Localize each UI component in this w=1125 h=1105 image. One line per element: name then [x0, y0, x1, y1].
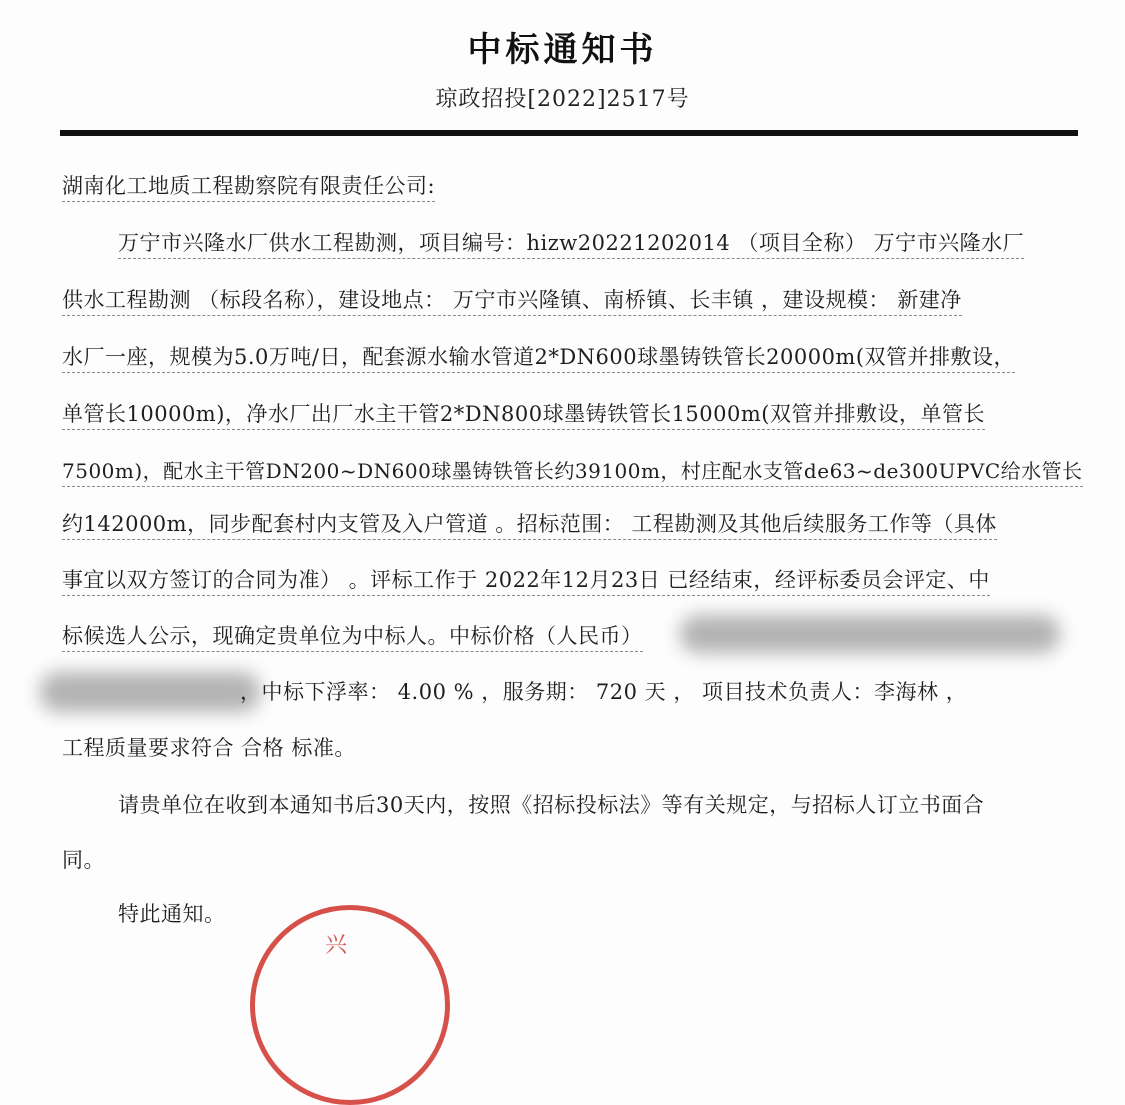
- document-number: 琼政招投[2022]2517号: [435, 87, 690, 112]
- body-line: 供水工程勘测 （标段名称），建设地点： 万宁市兴隆镇、南桥镇、长丰镇 ，建设规模： 新建净: [62, 286, 962, 316]
- recipient-line: 湖南化工地质工程勘察院有限责任公司:: [62, 172, 435, 202]
- body-line: 水厂一座，规模为5.0万吨/日，配套源水输水管道2*DN600球墨铸铁管长20000m(双管并排敷设，: [62, 343, 1015, 373]
- document-title: 中标通知书: [467, 30, 658, 70]
- body-line: 万宁市兴隆水厂供水工程勘测，项目编号：hizw20221202014 （项目全称） 万宁市兴隆水厂: [118, 229, 1024, 259]
- closing-line: 请贵单位在收到本通知书后30天内，按照《招标投标法》等有关规定，与招标人订立书面合: [118, 793, 985, 817]
- body-line: ，中标下浮率： 4.00 % ，服务期： 720 天 ， 项目技术负责人：李海林 ，: [240, 680, 968, 704]
- body-line: 单管长10000m)，净水厂出厂水主干管2*DN800球墨铸铁管长15000m(双管并排敷设，单管长: [62, 400, 985, 430]
- body-line: 标候选人公示，现确定贵单位为中标人。中标价格（人民币）: [62, 622, 643, 652]
- seal-text: 兴: [325, 933, 348, 958]
- closing-line: 同。: [62, 848, 105, 872]
- body-line: 7500m)，配水主干管DN200~DN600球墨铸铁管长约39100m，村庄配水支管de63~de300UPVC给水管长: [62, 457, 1083, 487]
- body-line: 约142000m，同步配套村内支管及入户管道 。招标范围： 工程勘测及其他后续服务工作等（具体: [62, 510, 997, 540]
- body-line: 工程质量要求符合 合格 标准。: [62, 736, 356, 760]
- redacted-amount: [40, 672, 260, 712]
- official-seal: [250, 905, 450, 1105]
- body-line: 事宜以双方签订的合同为准） 。评标工作于 2022年12月23日 已经结束，经评标委员会评定、中: [62, 566, 990, 596]
- closing-line: 特此通知。: [118, 902, 226, 926]
- redacted-price: [680, 615, 1060, 653]
- header-rule: [60, 130, 1078, 136]
